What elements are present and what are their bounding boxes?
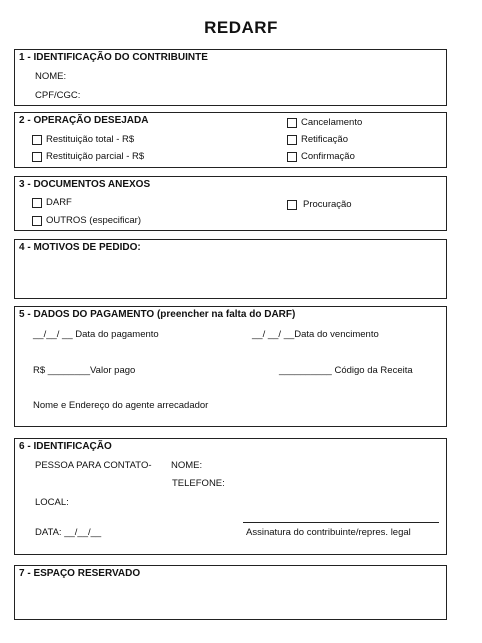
- section-6-title: 6 - IDENTIFICAÇÃO: [19, 441, 112, 452]
- confirmacao-label: Confirmação: [301, 151, 355, 162]
- section-4-title: 4 - MOTIVOS DE PEDIDO:: [19, 242, 141, 253]
- outros-checkbox[interactable]: [32, 216, 42, 226]
- local-field[interactable]: LOCAL:: [35, 497, 69, 508]
- data-pagamento-field[interactable]: __/__/ __ Data do pagamento: [33, 329, 159, 340]
- retificacao-checkbox[interactable]: [287, 135, 297, 145]
- telefone-field[interactable]: TELEFONE:: [172, 478, 225, 489]
- section-motivos-pedido: [14, 239, 447, 299]
- section-identificacao-contribuinte: [14, 49, 447, 106]
- section-3-title: 3 - DOCUMENTOS ANEXOS: [19, 179, 151, 190]
- section-espaco-reservado: [14, 565, 447, 620]
- data-vencimento-field[interactable]: __/ __/ __Data do vencimento: [252, 329, 379, 340]
- contato-nome-field[interactable]: NOME:: [171, 460, 203, 471]
- restituicao-parcial-checkbox[interactable]: [32, 152, 42, 162]
- section-1-title: 1 - IDENTIFICAÇÃO DO CONTRIBUINTE: [19, 52, 208, 63]
- nome-field-label[interactable]: NOME:: [35, 71, 67, 82]
- restituicao-parcial-label: Restituição parcial - R$: [46, 151, 145, 162]
- restituicao-total-label: Restituição total - R$: [46, 134, 135, 145]
- retificacao-label: Retificação: [301, 134, 348, 145]
- assinatura-label: Assinatura do contribuinte/repres. legal: [246, 527, 411, 538]
- section-2-title: 2 - OPERAÇÃO DESEJADA: [19, 115, 149, 126]
- data-field[interactable]: DATA: __/__/__: [35, 527, 102, 538]
- darf-checkbox[interactable]: [32, 198, 42, 208]
- section-identificacao: [14, 438, 447, 555]
- darf-label: DARF: [46, 197, 72, 208]
- procuracao-label: Procuração: [303, 199, 352, 210]
- signature-line: [243, 522, 439, 523]
- codigo-receita-field[interactable]: __________ Código da Receita: [279, 365, 413, 376]
- outros-label: OUTROS (especificar): [46, 215, 142, 226]
- section-dados-pagamento: [14, 306, 447, 427]
- pessoa-contato-label: PESSOA PARA CONTATO-: [35, 460, 152, 471]
- cpf-cgc-field-label[interactable]: CPF/CGC:: [35, 90, 81, 101]
- cancelamento-label: Cancelamento: [301, 117, 363, 128]
- valor-pago-field[interactable]: R$ ________Valor pago: [33, 365, 136, 376]
- section-5-title: 5 - DADOS DO PAGAMENTO (preencher na falta do DARF): [19, 309, 296, 320]
- restituicao-total-checkbox[interactable]: [32, 135, 42, 145]
- confirmacao-checkbox[interactable]: [287, 152, 297, 162]
- procuracao-checkbox[interactable]: [287, 200, 297, 210]
- section-operacao-desejada: [14, 112, 447, 168]
- cancelamento-checkbox[interactable]: [287, 118, 297, 128]
- form-title: REDARF: [204, 18, 278, 37]
- agente-arrecadador-field[interactable]: Nome e Endereço do agente arrecadador: [33, 400, 209, 411]
- section-documentos-anexos: [14, 176, 447, 231]
- section-7-title: 7 - ESPAÇO RESERVADO: [19, 568, 141, 579]
